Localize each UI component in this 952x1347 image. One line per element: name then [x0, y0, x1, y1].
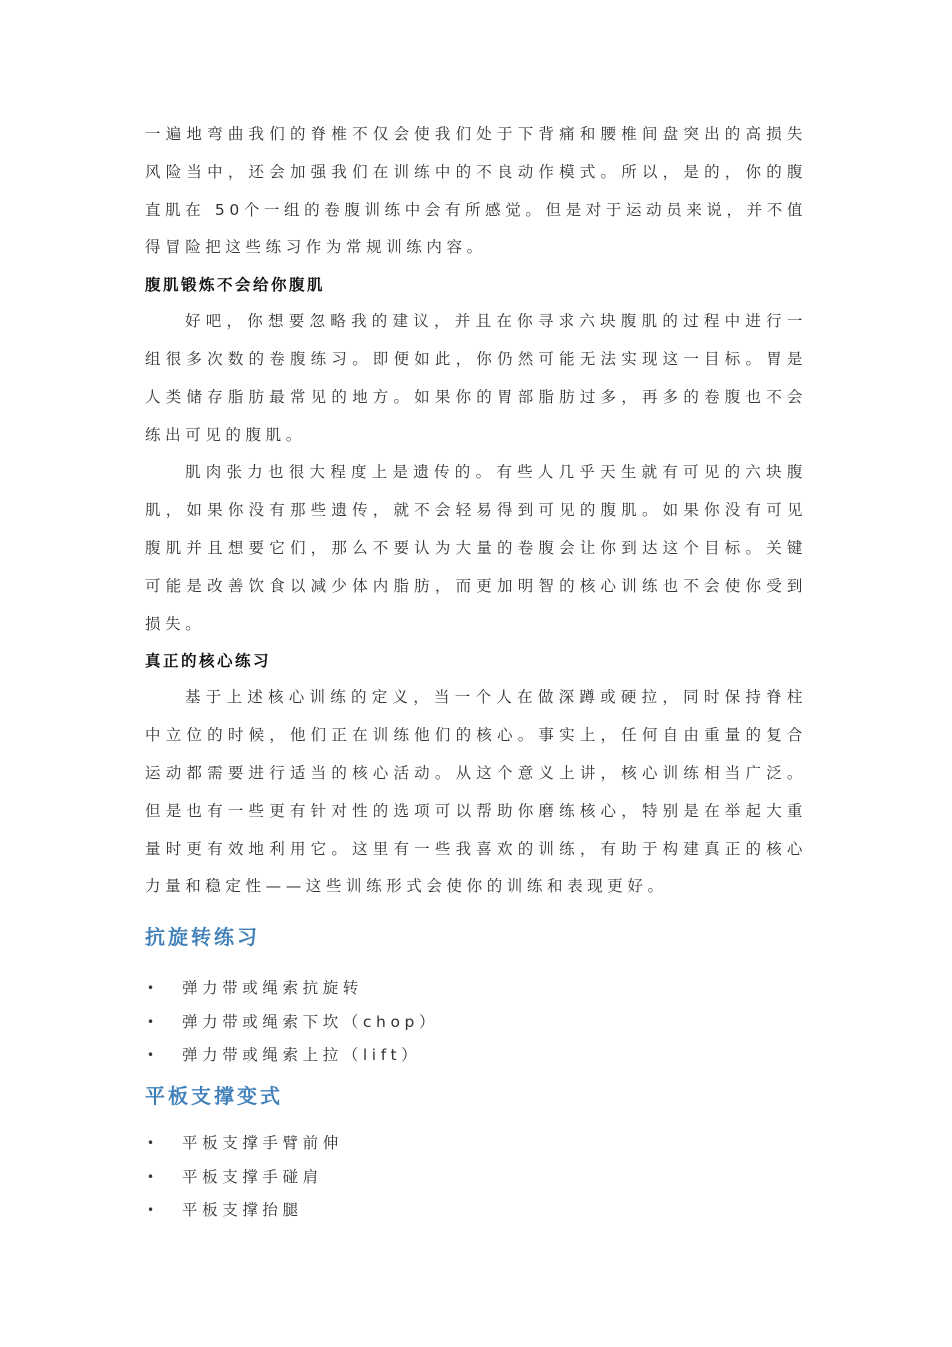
section-heading-anti-rotation: 抗旋转练习	[145, 925, 260, 950]
paragraph-spine-risk: 一遍地弯曲我们的脊椎不仅会使我们处于下背痛和腰椎间盘突出的高损失风险当中，还会加强我们在训练中的不良动作模式。所以，是的，你的腹直肌在 50个一组的卷腹训练中会有所感觉。但是对于运动员来说，并不值得冒险把这些练习作为常规训练内容。	[145, 125, 807, 257]
list-item: • 平板支撑手臂前伸	[145, 1127, 807, 1161]
bullet-icon: •	[147, 1169, 155, 1184]
paragraph-six-pack: 好吧，你想要忽略我的建议，并且在你寻求六块腹肌的过程中进行一组很多次数的卷腹练习。即便如此，你仍然可能无法实现这一目标。胃是人类储存脂肪最常见的地方。如果你的胃部脂肪过多，再多的卷腹也不会练出可见的腹肌。	[145, 312, 807, 444]
section-heading-plank-variations: 平板支撑变式	[145, 1083, 283, 1108]
paragraph-genetics: 肌肉张力也很大程度上是遗传的。有些人几乎天生就有可见的六块腹肌，如果你没有那些遗传，就不会轻易得到可见的腹肌。如果你没有可见腹肌并且想要它们，那么不要认为大量的卷腹会让你到达这个目标。关键可能是改善饮食以减少体内脂肪，而更加明智的核心训练也不会使你受到损失。	[145, 463, 807, 633]
list-item: • 平板支撑抬腿	[145, 1194, 807, 1228]
list-item: • 弹力带或绳索上拉（lift）	[145, 1039, 807, 1073]
list-anti-rotation	[145, 972, 807, 1073]
bullet-icon: •	[147, 1014, 155, 1029]
list-item: • 弹力带或绳索抗旋转	[145, 972, 807, 1006]
subheading-real-core: 真正的核心练习	[145, 652, 272, 671]
paragraph-core-definition: 基于上述核心训练的定义，当一个人在做深蹲或硬拉，同时保持脊柱中立位的时候，他们正在训练他们的核心。事实上，任何自由重量的复合运动都需要进行适当的核心活动。从这个意义上讲，核心训练相当广泛。但是也有一些更有针对性的选项可以帮助你磨练核心，特别是在举起大重量时更有效地利用它。这里有一些我喜欢的训练，有助于构建真正的核心力量和稳定性——这些训练形式会使你的训练和表现更好。	[145, 688, 807, 896]
list-item: • 弹力带或绳索下坎（chop）	[145, 1006, 807, 1040]
list-item: • 平板支撑手碰肩	[145, 1161, 807, 1195]
list-plank-variations	[145, 1127, 807, 1228]
subheading-abs-training: 腹肌锻炼不会给你腹肌	[145, 276, 326, 295]
bullet-icon: •	[147, 981, 155, 996]
bullet-icon: •	[147, 1135, 155, 1150]
bullet-icon: •	[147, 1203, 155, 1218]
document-content	[145, 116, 807, 1228]
bullet-icon: •	[147, 1048, 155, 1063]
